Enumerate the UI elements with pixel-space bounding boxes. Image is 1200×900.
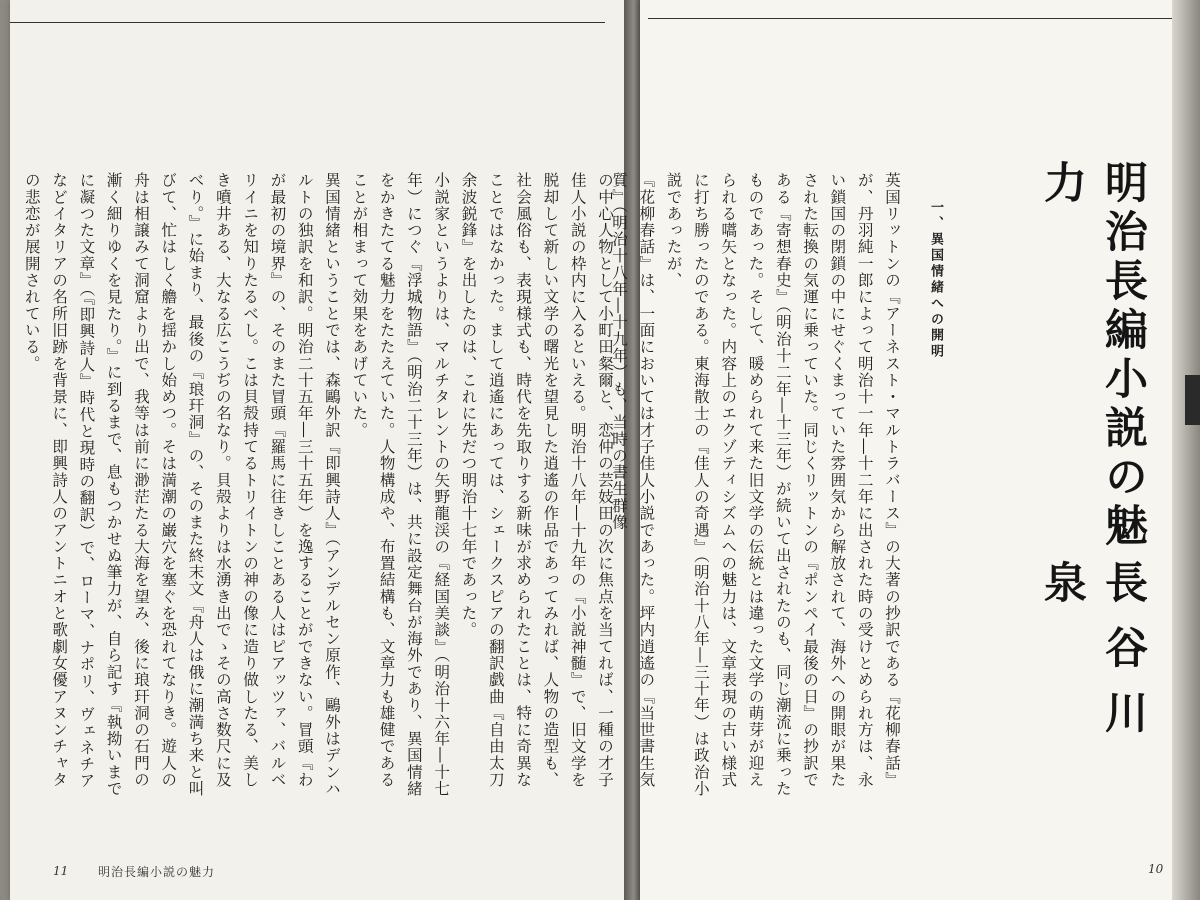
left-running-title: 明治長編小説の魅力 [98, 865, 216, 879]
section-heading: 一、異国情緒への開明 [928, 200, 943, 360]
left-paragraph: 異国情緒ということでは、森鷗外訳『即興詩人』（アンデルセン原作、鷗外はデンハルトの独訳を和訳。明治二十五年―三十五年）を逸することができない。冒頭『わが最初の境界』の、そのまた冒頭『羅馬に往きしことある人はピアッツァ、バルベリイニを知りたるべし。こは貝殻持てるトリイトンの神の像に造り做したる、美しき噴井ある、大なる広こうぢの名なり。貝殻よりは水湧き出でゝその高さ数尺に及べり。』に始まり、最後の『琅玕洞』の、そのまた終末文『舟人は俄に潮満ち来と叫びて、忙はしく艪を揺かし始めつ。そは満潮の巌穴を塞ぐを恐れてなりき。遊人の舟は相譲みて洞窟より出で、我等は前に渺茫たる大海を望み、後に琅玕洞の石門の漸く細りゆくを見たり。』に到るまで、息もつかせぬ筆力が、自ら記す『執拗いまでに凝つた文章』（『即興詩人』時代と現時の翻訳）で、ローマ、ナポリ、ヴェネチアなどイタリアの名所旧跡を背景に、即興詩人のアントニオと歌劇女優アヌンチャタの悲恋が展開されている。 [22, 172, 342, 797]
left-page [10, 0, 625, 900]
right-page [610, 0, 1172, 900]
left-body-text [22, 172, 618, 797]
right-paragraph: 『花柳春話』は、一面においては才子佳人小説であった。坪内逍遙の『当世書生気質』（明治十八年―十九年）も、当時の書生群像 [610, 172, 656, 789]
right-paragraph: 英国リットンの『アーネスト・マルトラバース』の大著の抄訳である『花柳春話』が、丹羽純一郎によって明治十一年―十二年に出された時の受けとめられ方は、永い鎖国の閉鎖の中にせぐくまっていた雰囲気から解放されて、海外への開眼が果たされた転換の気運に乗っていた。同じくリットンの『ポンペイ最後の日』の抄訳である『寄想春史』（明治十二年―十三年）が続いて出されたのも、同じ潮流に乗ったものであった。そして、暖められて来た旧文学の伝統とは違った文学の萌芽が迎えられる嚆矢となった。内容上のエクゾティシズムへの魅力は、文章表現の古い様式に打ち勝ったのである。東海散士の『佳人の奇遇』（明治十八年―三十年）は政治小説であったが、 [664, 172, 901, 797]
right-page-number: 10 [1148, 862, 1164, 876]
article-title: 明治長編小説の魅力 [1037, 160, 1148, 552]
background-object [1185, 375, 1200, 425]
left-paragraph: の中心人物として小町田粲爾と、恋仲の芸妓田の次に焦点を当てれば、一種の才子佳人小説の枠内に入るといえる。明治十八年―十九年の『小説神髄』で、旧文学を脱却して新しい文学の曙光を望見した逍遙の作品であってみれば、人物の造型も、社会風俗も、表現様式も、時代を先取りする新味が求められたことは、特に奇異なことではなかった。まして逍遙にあっては、シェークスピアの翻訳戯曲『自由太刀余波鋭鋒』を出したのは、これに先だつ明治十七年であった。 [459, 172, 614, 789]
article-author: 長谷川 泉 [1037, 560, 1148, 820]
page-stack-edge [1172, 0, 1200, 900]
right-body-text [610, 172, 905, 797]
left-top-rule [10, 22, 605, 23]
left-page-number: 11 [53, 864, 69, 878]
right-top-rule [648, 18, 1172, 19]
left-paragraph: 小説家というよりは、マルチタレントの矢野龍渓の『経国美談』（明治十六年―十七年）につぐ『浮城物語』（明治二十三年）は、共に設定舞台が海外であり、異国情緒をかきたてる魅力をたたえていた。人物構成や、布置結構も、文章力も雄健であることが相まって効果をあげていた。 [350, 172, 451, 797]
